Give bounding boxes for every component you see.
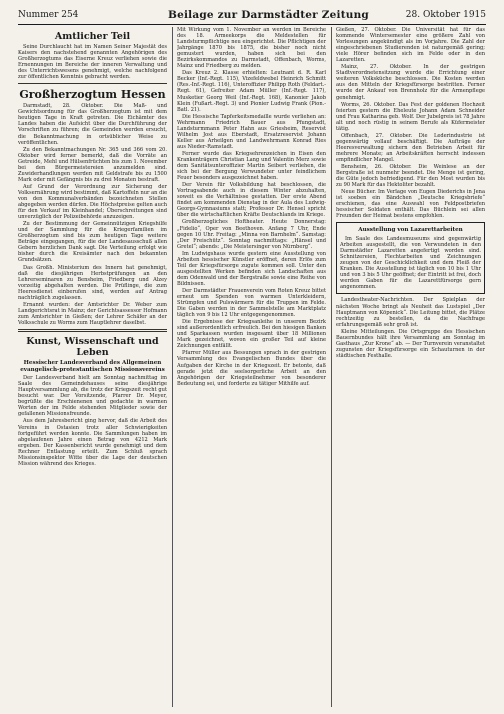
article-paragraph: Die Hessische Tapferkeitsmedaille wurde verliehen an: Wehrmann Friedrich Bauer aus Pfungstadt, Landsturmmann Peter Hahn aus Griesheim, Reservist Wilhelm Jost aus Eberstadt, Ersatzreservist Johann Keller aus Arheilgen und Landwehrmann Konrad Ries aus Nieder-Ramstadt. xyxy=(177,113,326,150)
article-paragraph: Kleine Mitteilungen. Die Ortsgruppe des Hessischen Bauernbundes hält ihre Versammlung am Sonntag im Gasthaus „Zur Krone“ ab. — Der Turnverein veranstaltet zugunsten der Kriegsfürsorge ein Schauturnen in der städtischen Festhalle. xyxy=(336,328,485,359)
article-paragraph: Ferner wurde das Kriegsehrenzeichen in Eisen den Krankenträgern Christian Lang und Valentin Merz sowie dem Sanitätsunteroffizier Martin Seibert verliehen, die sich bei der Bergung Verwundeter unter feindlichem Feuer besonders ausgezeichnet haben. xyxy=(177,150,326,182)
article-paragraph: Das Großh. Ministerium des Innern hat genehmigt, daß die diesjährigen Herbstprüfungen an den Lehrerseminaren zu Bensheim, Friedberg und Alzey vorzeitig abgehalten werden. Die Prüflinge, die zum Heeresdienst einberufen sind, werden auf Antrag nachträglich zugelassen. xyxy=(18,264,167,301)
column-2 xyxy=(177,27,326,707)
article-paragraph: Neue Bücher. Im Verlage von Eugen Diederichs in Jena ist soeben ein Bändchen „Deutsche Kriegsbriefe“ erschienen, das eine Auswahl von Feldpostbriefen hessischer Soldaten enthält. Das Büchlein sei allen Freunden der Heimat bestens empfohlen. xyxy=(336,189,485,220)
article-paragraph: Großherzogliches Hoftheater. Heute Donnerstag: „Fidelio“, Oper von Beethoven. Anfang 7 Uhr, Ende gegen 10 Uhr. Freitag: „Minna von Barnhelm“. Samstag: „Der Freischütz“. Sonntag nachmittags: „Hänsel und Gretel“; abends: „Die Meistersinger von Nürnberg“. xyxy=(177,219,326,250)
issue-date: 28. Oktober 1915 xyxy=(405,10,486,20)
article-paragraph: Gießen, 27. Oktober. Die Universität hat für das kommende Wintersemester eine größere Zahl von Vorlesungen angekündigt als im Vorjahre. Die Zahl der eingeschriebenen Studierenden ist naturgemäß gering; viele Hörer befinden sich im Felde oder in den Lazaretten. xyxy=(336,27,485,64)
column-rule xyxy=(172,27,173,707)
article-paragraph: Landestheater-Nachrichten. Der Spielplan der nächsten Woche bringt als Neuheit das Lustspiel „Der Hauptmann von Köpenick“. Die Leitung bittet, die Plätze rechtzeitig zu bestellen, da die Nachfrage erfahrungsgemäß sehr groß ist. xyxy=(336,297,485,328)
article-paragraph: Die Ergebnisse der Kriegsanleihe in unserem Bezirk sind außerordentlich erfreulich. Bei den hiesigen Banken und Sparkassen wurden insgesamt über 18 Millionen Mark gezeichnet, wovon ein großer Teil auf kleine Zeichnungen entfällt. xyxy=(177,319,326,350)
column-3 xyxy=(336,27,485,707)
section-divider xyxy=(18,329,167,332)
section-divider xyxy=(18,83,167,84)
article-paragraph: Der Darmstädter Frauenverein vom Roten Kreuz bittet erneut um Spenden von warmen Unterkleidern, Strümpfen und Pulswärmern für die Truppen im Felde. Die Gaben werden in der Sammelstelle am Marktplatz täglich von 9 bis 12 Uhr entgegengenommen. xyxy=(177,287,326,319)
article-paragraph: Bensheim, 26. Oktober. Die Weinlese an der Bergstraße ist nunmehr beendet. Die Menge ist gering, die Güte jedoch befriedigend. Für den Most wurden bis zu 90 Mark für das Hektoliter bezahlt. xyxy=(336,164,485,189)
article-paragraph: Im Saale des Landesmuseums sind gegenwärtig Arbeiten ausgestellt, die von Verwundeten in den Darmstädter Lazaretten angefertigt worden sind. Schnitzereien, Flechtarbeiten und Zeichnungen zeugen von der Geschicklichkeit und dem Fleiß der Kranken. Die Ausstellung ist täglich von 10 bis 1 Uhr und von 3 bis 5 Uhr geöffnet; der Eintritt ist frei, doch werden Gaben für die Lazarettfürsorge gern angenommen. xyxy=(340,236,481,291)
article-paragraph: Auf Grund der Verordnung zur Sicherung der Volksernährung wird bestimmt, daß Kartoffeln nur an die von den Kommunalverbänden bezeichneten Stellen abgegeben werden dürfen. Die Höchstpreise gelten auch für den Verkauf im Kleinhandel; Überschreitungen sind unverzüglich der Polizeibehörde anzuzeigen. xyxy=(18,183,167,221)
article-paragraph: Das Kreuz 2. Klasse erhielten: Leutnant d. R. Karl Becker (Inf.-Regt. 115), Vizefeldwebel Heinrich Schmitt (Res.-Inf.-Regt. 116), Unteroffizier Philipp Roth (Feldart.-Regt. 61), Gefreiter Adam Müller (Inf.-Regt. 117), Musketier Georg Weil (Inf.-Regt. 168), Kanonier Jakob Klein (Fußart.-Regt. 3) und Pionier Ludwig Frank (Pion.-Batl. 21). xyxy=(177,70,326,113)
article-paragraph: Offenbach, 27. Oktober. Die Lederindustrie ist gegenwärtig vollauf beschäftigt. Die Aufträge der Heeresverwaltung sichern den Betrieben Arbeit für mehrere Monate; an Arbeitskräften herrscht indessen empfindlicher Mangel. xyxy=(336,132,485,163)
article-paragraph: Der Verein für Volksbildung hat beschlossen, die Vortragsabende auch in diesem Winter abzuhalten, soweit es die Verhältnisse gestatten. Der erste Abend findet am kommenden Dienstag in der Aula des Ludwig-Georgs-Gymnasiums statt; Professor Dr. Hensel spricht über die wirtschaftlichen Kräfte Deutschlands im Kriege. xyxy=(177,182,326,219)
boxed-notice xyxy=(336,222,485,294)
article-paragraph: Seine Durchlaucht hat im Namen Seiner Majestät des Kaisers den nachstehend genannten Angehörigen des Großherzogtums das Eiserne Kreuz verliehen sowie die Ernennungen im Bereiche der inneren Verwaltung und des Unterrichtswesens genehmigt, welche nachfolgend zur öffentlichen Kenntnis gebracht werden. xyxy=(18,44,167,81)
section-title-hessen: Großherzogtum Hessen xyxy=(19,88,166,102)
article-paragraph: Darmstadt, 28. Oktober. Die Maß- und Gewichtsordnung für das Großherzogtum ist mit dem heutigen Tage in Kraft getreten. Die Eichämter des Landes haben die Aufsicht über die Durchführung der Vorschriften zu führen; die Gemeinden werden ersucht, die Bekanntmachung in ortsüblicher Weise zu veröffentlichen. xyxy=(18,103,167,146)
issue-number: Nummer 254 xyxy=(18,10,79,20)
article-paragraph: Zu der Bestimmung der Gemeinnützigen Kriegshilfe und der Sammlung für die Kriegerfamilien im Großherzogtum sind bis zum heutigen Tage weitere Beträge eingegangen, für die der Landesausschuß allen Gebern herzlichen Dank sagt. Die Verteilung erfolgt wie bisher durch die Kreisämter nach den bekannten Grundsätzen. xyxy=(18,221,167,264)
article-paragraph: Mainz, 27. Oktober. In der gestrigen Stadtverordnetensitzung wurde die Errichtung einer weiteren Volksküche beschlossen. Die Kosten werden aus den Mitteln der Kriegsfürsorge bestritten. Ferner wurde der Ankauf von Brennholz für die Armenpflege genehmigt. xyxy=(336,64,485,101)
column-rule xyxy=(331,27,332,707)
article-paragraph: Mit Wirkung vom 1. November an werden im Bereiche des 18. Armeekorps die Meldestellen für Landsturmpflichtige neu eingerichtet. Die Pflichtigen der Jahrgänge 1870 bis 1875, die bisher noch nicht gemustert wurden, haben sich bei den Bezirkskommandos zu Darmstadt, Offenbach, Worms, Mainz und Friedberg zu melden. xyxy=(177,27,326,70)
article-paragraph: Ernannt wurden: der Amtsrichter Dr. Weber zum Landgerichtsrat in Mainz; der Gerichtsassessor Hofmann zum Amtsrichter in Gießen; der Lehrer Schäfer an der Volksschule zu Worms zum Hauptlehrer daselbst. xyxy=(18,301,167,326)
notice-title: Ausstellung von Lazarettarbeiten xyxy=(358,227,463,234)
article-paragraph: Aus dem Jahresbericht ging hervor, daß die Arbeit des Vereins in Ostasien trotz aller Schwierigkeiten fortgeführt werden konnte. Die Sammlungen haben im abgelaufenen Jahre einen Betrag von 4212 Mark ergeben. Der Kassenbericht wurde genehmigt und dem Rechner Entlastung erteilt. Zum Schluß sprach Missionsinspektor Witte über die Lage der deutschen Mission während des Krieges. xyxy=(18,418,167,467)
section-title-official: Amtlicher Teil xyxy=(54,31,131,42)
column-1 xyxy=(18,27,167,707)
article-paragraph: Im Ludwigshaus wurde gestern eine Ausstellung von Arbeiten hessischer Künstler eröffnet, deren Erlös zum Teil der Kriegsfürsorge zugute kommen soll. Unter den ausgestellten Werken befinden sich Landschaften aus dem Odenwald und der Bergstraße sowie eine Reihe von Bildnissen. xyxy=(177,250,326,287)
page-header xyxy=(18,8,486,25)
section-title-culture: Kunst, Wissenschaft und Leben xyxy=(26,335,159,358)
article-paragraph: Zu den Bekanntmachungen Nr. 365 und 366 vom 20. Oktober wird ferner bemerkt, daß die Vorräte an Getreide, Mehl und Hülsenfrüchten bis zum 1. November bei den Bürgermeistereien anzumelden sind. Zuwiderhandlungen werden mit Geldstrafe bis zu 1500 Mark oder mit Gefängnis bis zu drei Monaten bestraft. xyxy=(18,146,167,183)
article-subheading: Hessischer Landesverband des Allgemeinen evangelisch-protestantischen Missionsvereins xyxy=(20,359,165,373)
masthead-title: Beilage zur Darmstädter Zeitung xyxy=(168,9,369,21)
article-paragraph: Pfarrer Müller aus Bessungen sprach in der gestrigen Versammlung des Evangelischen Bundes über die Aufgaben der Kirche in der Kriegszeit. Er betonte, daß gerade jetzt die seelsorgerliche Arbeit an den Angehörigen der Kriegsteilnehmer von besonderer Bedeutung sei, und forderte zu tätiger Mithilfe auf. xyxy=(177,350,326,387)
article-paragraph: Worms, 26. Oktober. Das Fest der goldenen Hochzeit feierten gestern die Eheleute Johann Adam Schneider und Frau Katharina geb. Wolf. Der Jubelgreis ist 78 Jahre alt und noch rüstig in seinem Berufe als Küfermeister tätig. xyxy=(336,101,485,132)
article-paragraph: Der Landesverband hielt am Sonntag nachmittag im Saale des Gemeindehauses seine diesjährige Hauptversammlung ab, die trotz der Kriegszeit recht gut besucht war. Der Vorsitzende, Pfarrer Dr. Meyer, begrüßte die Erschienenen und gedachte in warmen Worten der im Felde stehenden Mitglieder sowie der gefallenen Missionsfreunde. xyxy=(18,375,167,418)
